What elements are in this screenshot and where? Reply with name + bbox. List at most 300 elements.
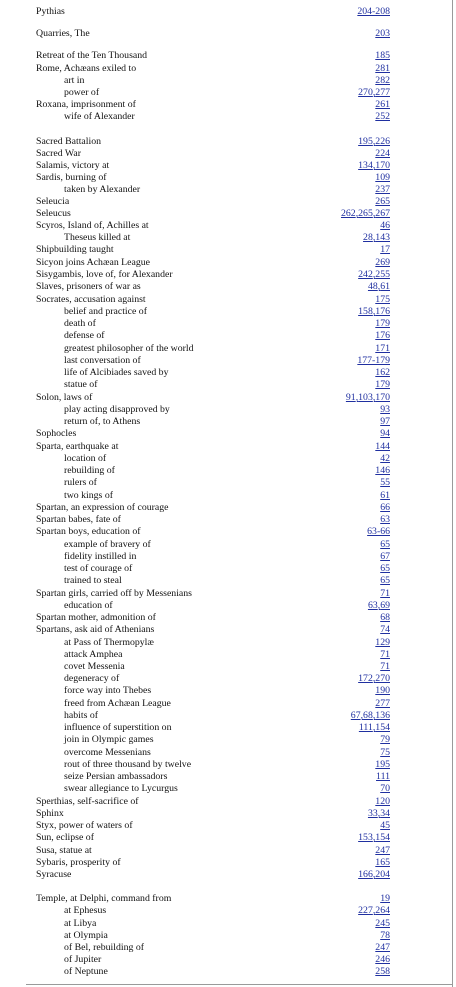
page-separator: , [372,136,376,147]
index-entry [0,649,456,661]
page-link[interactable]: 61 [380,490,390,501]
page-link[interactable]: 245 [375,918,390,929]
page-link[interactable]: 146 [375,465,390,476]
index-entry [0,99,456,111]
page-link[interactable]: 261 [375,99,390,110]
page-link[interactable]: 65 [380,563,390,574]
index-subterm: of Neptune [64,966,108,977]
page-link[interactable]: 172 [358,673,373,684]
index-entry [0,563,456,575]
index-subterm: seize Persian ambassadors [64,771,168,782]
page-link[interactable]: 267 [375,208,390,219]
page-link[interactable]: 19 [380,893,390,904]
page-references [358,832,390,844]
page-link[interactable]: 97 [380,416,390,427]
index-subterm: belief and practice of [64,306,147,317]
page-references [375,75,390,87]
page-link[interactable]: 143 [375,232,390,243]
page-references [375,465,390,477]
index-subterm: at Pass of Thermopylæ [64,637,154,648]
page-link[interactable]: 258 [375,966,390,977]
index-entry [0,330,456,342]
page-link[interactable]: 71 [380,588,390,599]
index-term: Retreat of the Ten Thousand [36,50,148,61]
index-entry [0,355,456,367]
index-entry [0,759,456,771]
page-link[interactable]: 170 [375,160,390,171]
page-references [358,160,390,172]
index-term: Spartans, ask aid of Athenians [36,624,155,635]
index-term: Sperthias, self-sacrifice of [36,796,139,807]
index-entry [0,612,456,624]
index-term: Roxana, imprisonment of [36,99,136,110]
page-link[interactable]: 175 [375,294,390,305]
index-term: Sophocles [36,428,77,439]
page-references [358,869,390,881]
page-link[interactable]: 195 [375,759,390,770]
page-link[interactable]: 162 [375,367,390,378]
page-link[interactable]: 63 [380,514,390,525]
index-subterm: freed from Achæan League [64,698,171,709]
page-references [375,196,390,208]
page-references [375,942,390,954]
page-separator: , [372,710,376,721]
index-entry [0,281,456,293]
index-entry [0,514,456,526]
page-separator: , [377,808,381,819]
index-term: Sicyon joins Achæan League [36,257,151,268]
page-separator: , [360,710,364,721]
page-link[interactable]: 153 [358,832,373,843]
page-link[interactable]: 158 [358,306,373,317]
index-term: Sacred War [36,148,81,159]
index-subterm: attack Amphea [64,649,123,660]
page-references [380,588,390,600]
index-entry [0,551,456,563]
page-references [359,722,390,734]
page-references [380,893,390,905]
page-separator: , [372,160,376,171]
index-term: Quarries, The [36,28,90,39]
page-separator: , [377,600,381,611]
page-references [380,575,390,587]
index-subterm: test of courage of [64,563,133,574]
index-subterm: education of [64,600,113,611]
page-link[interactable]: 93 [380,404,390,415]
index-subterm: power of [64,87,100,98]
page-references [380,747,390,759]
index-term: Rome, Achæans exiled to [36,63,137,74]
page-link[interactable]: 166 [358,869,373,880]
index-subterm: statue of [64,379,98,390]
page-link[interactable]: 78 [380,930,390,941]
page-references [358,306,390,318]
page-references [358,269,390,281]
index-entry [0,232,456,244]
page-link[interactable]: 277 [375,87,390,98]
page-link[interactable]: 71 [380,661,390,672]
index-term: Spartan boys, education of [36,526,141,537]
index-entry [0,136,456,148]
page-references [375,111,390,123]
page-link[interactable]: 109 [375,172,390,183]
index-entry [0,526,456,538]
index-entry [0,796,456,808]
page-separator: , [372,869,376,880]
page-link[interactable]: 75 [380,747,390,758]
page-references [358,673,390,685]
index-entry [0,966,456,978]
page-references [375,63,390,75]
page-link[interactable]: 68 [363,710,373,721]
page-link[interactable]: 55 [380,477,390,488]
page-references [357,355,390,367]
index-term: Spartan babes, fate of [36,514,121,525]
page-references [380,477,390,489]
index-subterm: life of Alcibiades saved by [64,367,169,378]
index-term: Styx, power of waters of [36,820,133,831]
index-entry [0,600,456,612]
page-link[interactable]: 63-66 [367,526,390,537]
index-subterm: rout of three thousand by twelve [64,759,192,770]
page-references [375,857,390,869]
page-link[interactable]: 269 [375,257,390,268]
page-references [380,930,390,942]
page-link[interactable]: 154 [375,722,390,733]
page-link[interactable]: 144 [375,441,390,452]
page-link[interactable]: 65 [380,575,390,586]
index-entry [0,918,456,930]
index-subterm: wife of Alexander [64,111,135,122]
page-link[interactable]: 264 [375,905,390,916]
index-entry [0,148,456,160]
page-link[interactable]: 204 [375,869,390,880]
index-term: Susa, statue at [36,845,92,856]
page-separator: , [377,281,381,292]
index-term: Solon, laws of [36,392,93,403]
page-separator: , [372,208,376,219]
page-references [375,28,390,40]
page-link[interactable]: 61 [380,281,390,292]
page-link[interactable]: 67 [350,710,361,721]
page-link[interactable]: 66 [380,502,390,513]
index-entry [0,50,456,62]
page-references [357,6,390,18]
page-link[interactable]: 176 [375,330,390,341]
index-entry [0,63,456,75]
index-subterm: rulers of [64,477,97,488]
index-term: Sparta, earthquake at [36,441,119,452]
index-subterm: of Bel, rebuilding of [64,942,144,953]
page-link[interactable]: 171 [375,343,390,354]
index-subterm: influence of superstition on [64,722,172,733]
page-link[interactable]: 129 [375,637,390,648]
index-term: Slaves, prisoners of war as [36,281,141,292]
index-term: Spartan girls, carried off by Messenians [36,588,192,599]
page-link[interactable]: 74 [380,624,390,635]
index-entry [0,160,456,172]
index-entry [0,343,456,355]
page-references [375,966,390,978]
page-references [380,490,390,502]
page-link[interactable]: 165 [375,857,390,868]
page-link[interactable]: 71 [380,649,390,660]
index-entry [0,930,456,942]
page-separator: , [372,306,376,317]
index-entry [0,269,456,281]
index-entry [0,244,456,256]
index-entry [0,87,456,99]
page-link[interactable]: 94 [380,428,390,439]
page-references [375,637,390,649]
index-entry [0,905,456,917]
index-term: Sybaris, prosperity of [36,857,121,868]
page-link[interactable]: 270 [358,87,373,98]
page-link[interactable]: 111 [376,771,390,782]
index-term: Salamis, victory at [36,160,110,171]
page-references [380,404,390,416]
page-references [380,502,390,514]
page-references [380,661,390,673]
index-term: Sisygambis, love of, for Alexander [36,269,173,280]
page-link[interactable]: 176 [375,306,390,317]
page-references [380,551,390,563]
page-separator: , [372,905,376,916]
index-subterm: Theseus killed at [64,232,131,243]
index-subterm: play acting disapproved by [64,404,170,415]
index-term: Seleucus [36,208,71,219]
page-references [375,685,390,697]
index-subterm: of Jupiter [64,954,102,965]
index-entry [0,942,456,954]
index-subterm: habits of [64,710,99,721]
page-link[interactable]: 34 [380,808,390,819]
index-entry [0,367,456,379]
page-references [375,318,390,330]
page-separator: , [372,392,376,403]
index-term: Spartan, an expression of courage [36,502,169,513]
index-entry [0,318,456,330]
page-link[interactable]: 17 [380,244,390,255]
index-entry [0,624,456,636]
index-entry [0,379,456,391]
page-references [375,796,390,808]
page-link[interactable]: 237 [375,184,390,195]
index-entry [0,575,456,587]
page-references [380,624,390,636]
index-entry [0,857,456,869]
index-entry [0,783,456,795]
index-entry [0,428,456,440]
index-subterm: art in [64,75,85,86]
page-link[interactable]: 33 [367,808,378,819]
index-entry [0,184,456,196]
index-entry [0,747,456,759]
page-references [358,87,390,99]
page-references [380,539,390,551]
page-link[interactable]: 111 [358,722,373,733]
index-subterm: taken by Alexander [64,184,141,195]
page-references [367,526,390,538]
page-link[interactable]: 63 [367,600,378,611]
page-references [375,698,390,710]
page-link[interactable]: 179 [375,379,390,390]
page-link[interactable]: 179 [375,318,390,329]
index-subterm: two kings of [64,490,113,501]
index-subterm: at Ephesus [64,905,107,916]
page-link[interactable]: 247 [375,942,390,953]
page-link[interactable]: 136 [375,710,390,721]
page-references [368,281,390,293]
page-link[interactable]: 190 [375,685,390,696]
index-entry [0,465,456,477]
index-entry [0,453,456,465]
page-separator: , [355,208,359,219]
index-term: Syracuse [36,869,72,880]
page-link[interactable]: 120 [375,796,390,807]
page-references [375,954,390,966]
page-link[interactable]: 69 [380,600,390,611]
index-subterm: trained to steal [64,575,122,586]
page-references [363,232,390,244]
page-link[interactable]: 247 [375,845,390,856]
page-link[interactable]: 270 [375,673,390,684]
index-term: Scyros, Island of, Achilles at [36,220,149,231]
index-term: Spartan mother, admonition of [36,612,156,623]
index-subterm: swear allegiance to Lycurgus [64,783,178,794]
page-references [380,563,390,575]
index-entry [0,734,456,746]
page-link[interactable]: 28 [363,232,373,243]
index-subterm: at Libya [64,918,97,929]
index-term: Socrates, accusation against [36,294,146,305]
index-subterm: rebuilding of [64,465,115,476]
page-link[interactable]: 42 [380,453,390,464]
index-subterm: join in Olympic games [64,734,154,745]
page-link[interactable]: 134 [358,160,373,171]
page-references [380,416,390,428]
index-term: Sun, eclipse of [36,832,94,843]
page-references [375,99,390,111]
page-link[interactable]: 65 [380,539,390,550]
page-link[interactable]: 255 [375,269,390,280]
index-entry [0,28,456,40]
index-entry [0,722,456,734]
page-references [375,441,390,453]
page-references [380,734,390,746]
index-subterm: example of bravery of [64,539,151,550]
page-link[interactable]: 46 [380,220,390,231]
page-link[interactable]: 79 [380,734,390,745]
page-link[interactable]: 224 [375,148,390,159]
page-link[interactable]: 91 [345,392,356,403]
page-link[interactable]: 282 [375,75,390,86]
page-references [380,453,390,465]
page-link[interactable]: 226 [375,136,390,147]
index-subterm: greatest philosopher of the world [64,343,194,354]
page-link[interactable]: 68 [380,612,390,623]
index-entry [0,710,456,722]
page-link[interactable]: 252 [375,111,390,122]
page-separator: , [372,832,376,843]
page-link[interactable]: 67 [380,551,390,562]
page-link[interactable]: 185 [375,50,390,61]
page-references [380,220,390,232]
page-references [380,612,390,624]
index-subterm: covet Messenia [64,661,125,672]
index-entry [0,869,456,881]
index-entry [0,257,456,269]
page-references [375,184,390,196]
index-entry [0,637,456,649]
page-separator: , [355,392,359,403]
index-entry [0,502,456,514]
page-link[interactable]: 45 [380,820,390,831]
page-link[interactable]: 265 [375,196,390,207]
index-subterm: defense of [64,330,105,341]
page-references [375,343,390,355]
page-references [376,771,390,783]
page-link[interactable]: 203 [375,28,390,39]
index-subterm: location of [64,453,107,464]
page-link[interactable]: 281 [375,63,390,74]
index-subterm: last conversation of [64,355,141,366]
page-link[interactable]: 265 [358,208,373,219]
page-references [368,808,390,820]
page-link[interactable]: 70 [380,783,390,794]
index-term: Sphinx [36,808,64,819]
page-separator: , [372,673,376,684]
page-link[interactable]: 48 [367,281,378,292]
index-term: Sacred Battalion [36,136,102,147]
page-references [375,918,390,930]
index-entry [0,661,456,673]
index-entry [0,685,456,697]
page-link[interactable]: 277 [375,698,390,709]
page-references [375,257,390,269]
page-references [380,244,390,256]
index-entry [0,196,456,208]
index-term: Seleucia [36,196,70,207]
index-subterm: overcome Messenians [64,747,151,758]
index-entry [0,673,456,685]
page-separator: , [372,87,376,98]
page-references [375,294,390,306]
page-link[interactable]: 170 [375,392,390,403]
page-link[interactable]: 154 [375,832,390,843]
index-entry [0,477,456,489]
page-link[interactable]: 195 [358,136,373,147]
index-entry [0,75,456,87]
page-references [358,136,390,148]
page-link[interactable]: 246 [375,954,390,965]
page-link[interactable]: 262 [340,208,356,219]
page-link[interactable]: 242 [358,269,373,280]
page-link[interactable]: 177-179 [357,355,390,366]
index-term: Sardis, burning of [36,172,107,183]
index-entry [0,392,456,404]
page-link[interactable]: 227 [358,905,373,916]
index-term: Pythias [36,6,65,17]
index-entry [0,588,456,600]
page-border-bottom [26,984,453,985]
index-entry [0,771,456,783]
page-references [375,50,390,62]
index-subterm: at Olympia [64,930,108,941]
page-link[interactable]: 204-208 [357,6,390,17]
page-references [375,379,390,391]
page-link[interactable]: 103 [358,392,373,403]
